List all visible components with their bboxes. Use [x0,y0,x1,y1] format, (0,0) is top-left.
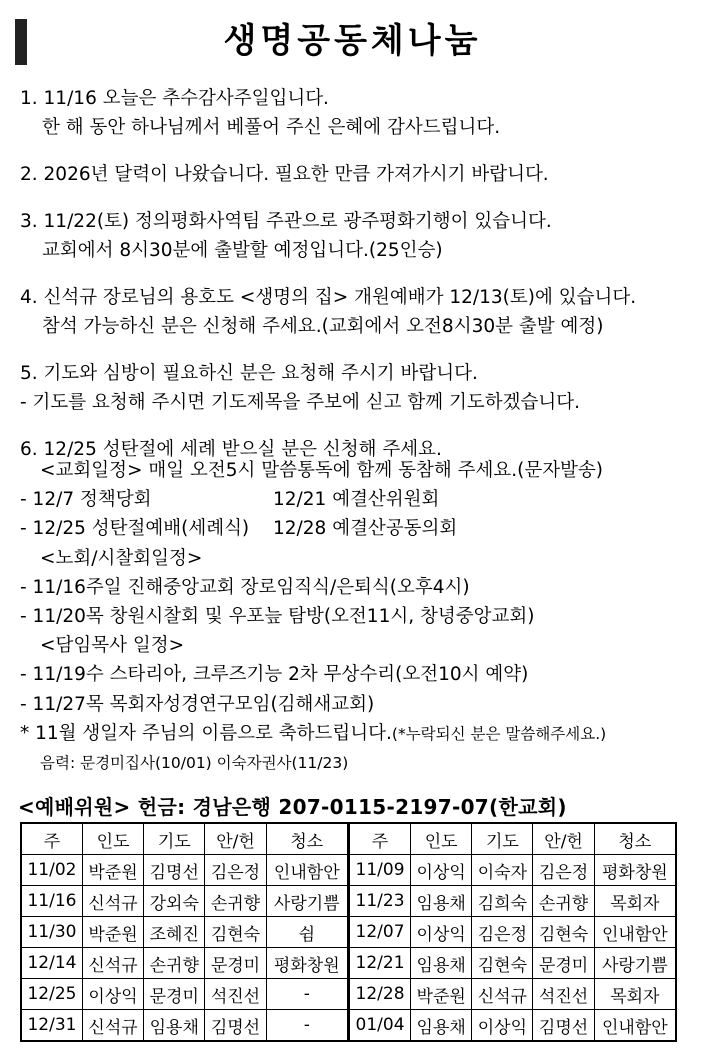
table-cell: 11/30 [21,917,82,948]
table-cell: 석진선 [205,979,266,1010]
column-header: 안/헌 [533,823,594,855]
table-cell: 김현숙 [533,917,594,948]
table-cell: 문경미 [533,948,594,979]
column-header: 인도 [411,823,472,855]
church-schedule-row [20,514,700,543]
table-cell: 12/25 [21,979,82,1010]
table-cell: 박준원 [82,917,143,948]
table-cell: 사랑기쁨 [266,886,348,917]
table-cell: 이숙자 [472,855,533,886]
announcement-4-detail: 참석 가능하신 분은 신청해 주세요.(교회에서 오전8시30분 출발 예정) [42,316,604,337]
announcement-1-detail: 한 해 동안 하나님께서 베풀어 주신 은혜에 감사드립니다. [42,117,501,138]
table-cell: 인내함안 [594,1010,676,1042]
lunar-birthdays: 음력: 문경미집사(10/01) 이숙자권사(11/23) [40,754,349,773]
table-cell: 신석규 [82,1010,143,1042]
schedule-item: - 12/25 성탄절예배(세례식) [20,518,250,540]
table-cell: 사랑기쁨 [594,948,676,979]
table-cell: - [266,1010,348,1042]
announcements [20,84,700,464]
schedule-item: - 11/16주일 진해중앙교회 장로임직식/은퇴식(오후4시) [20,576,470,598]
table-cell: 신석규 [472,979,533,1010]
table-cell: 12/31 [21,1010,82,1042]
table-cell: 인내함안 [594,917,676,948]
table-cell: 인내함안 [266,855,348,886]
schedule-item: 12/21 예결산위원회 [273,489,440,511]
table-cell: 11/23 [348,886,410,917]
table-cell: 12/21 [348,948,410,979]
schedule-item: - 11/20목 창원시찰회 및 우포늪 탐방(오전11시, 창녕중앙교회) [20,606,535,628]
table-cell: 김희숙 [472,886,533,917]
table-cell: 평화창원 [266,948,348,979]
column-header: 인도 [82,823,143,855]
table-cell: 임용채 [411,886,472,917]
announcement-3: 3. 11/22(토) 정의평화사역팀 주관으로 광주평화기행이 있습니다. [20,211,552,232]
table-row [21,948,676,979]
schedule-section [20,456,700,778]
table-cell: 문경미 [205,948,266,979]
schedule-item: - 11/27목 목회자성경연구모임(김해새교회) [20,693,375,715]
table-cell: 김은정 [472,917,533,948]
table-cell: 강외숙 [144,886,205,917]
pastor-schedule-header: <담임목사 일정> [40,635,185,657]
table-cell: 11/02 [21,855,82,886]
table-cell: 신석규 [82,886,143,917]
table-row [21,886,676,917]
birthday-note: (*누락되신 분은 말씀해주세요.) [391,724,607,743]
column-header: 기도 [144,823,205,855]
table-cell: 손귀향 [533,886,594,917]
worship-committee-heading: <예배위원> 헌금: 경남은행 207-0115-2197-07(한교회) [18,795,567,819]
table-cell: 박준원 [82,855,143,886]
church-schedule-header: <교회일정> 매일 오전5시 말씀통독에 함께 동참해 주세요.(문자발송) [40,460,604,481]
schedule-item: - 12/7 정책당회 [20,489,152,511]
table-cell: 목회자 [594,886,676,917]
table-cell: 이상익 [411,917,472,948]
table-cell: 박준원 [411,979,472,1010]
table-cell: 이상익 [472,1010,533,1042]
column-header: 기도 [472,823,533,855]
table-cell: 김현숙 [472,948,533,979]
column-header: 주 [21,823,82,855]
table-cell: 이상익 [82,979,143,1010]
table-cell: 문경미 [144,979,205,1010]
table-cell: 손귀향 [144,948,205,979]
column-header: 주 [348,823,410,855]
announcement-2: 2. 2026년 달력이 나왔습니다. 필요한 만큼 가져가시기 바랍니다. [20,164,549,185]
announcement-5-detail: - 기도를 요청해 주시면 기도제목을 주보에 싣고 함께 기도하겠습니다. [20,392,580,413]
column-header: 안/헌 [205,823,266,855]
table-cell: 손귀향 [205,886,266,917]
column-header: 청소 [266,823,348,855]
page-title: 생명공동체나눔 [223,21,482,61]
table-cell: 석진선 [533,979,594,1010]
table-cell: 김명선 [144,855,205,886]
announcement-3-detail: 교회에서 8시30분에 출발할 예정입니다.(25인승) [42,240,443,261]
table-cell: 이상익 [411,855,472,886]
table-cell: 김은정 [533,855,594,886]
presbytery-schedule-header: <노회/시찰회일정> [40,547,203,569]
worship-committee-table [20,822,677,1042]
table-cell: 김명선 [205,1010,266,1042]
table-row [21,855,676,886]
table-cell: 임용채 [144,1010,205,1042]
table-cell: - [266,979,348,1010]
table-cell: 임용채 [411,1010,472,1042]
table-cell: 평화창원 [594,855,676,886]
table-row [21,1010,676,1042]
birthday-notice [20,719,700,749]
table-cell: 김명선 [533,1010,594,1042]
table-row [21,917,676,948]
table-cell: 12/28 [348,979,410,1010]
table-cell: 김은정 [205,855,266,886]
table-cell: 임용채 [411,948,472,979]
table-cell: 12/07 [348,917,410,948]
announcement-1: 1. 11/16 오늘은 추수감사주일입니다. [20,88,329,109]
announcement-4: 4. 신석규 장로님의 용호도 <생명의 집> 개원예배가 12/13(토)에 있습니다. [20,287,637,308]
schedule-item: 12/28 예결산공동의회 [273,518,458,540]
table-row [21,979,676,1010]
table-cell: 신석규 [82,948,143,979]
table-cell: 11/16 [21,886,82,917]
table-cell: 김현숙 [205,917,266,948]
table-cell: 01/04 [348,1010,410,1042]
table-header-row [21,823,676,855]
table-cell: 12/14 [21,948,82,979]
column-header: 청소 [594,823,676,855]
announcement-6: 6. 12/25 성탄절에 세례 받으실 분은 신청해 주세요. [20,439,442,460]
table-cell: 쉼 [266,917,348,948]
table-cell: 조혜진 [144,917,205,948]
birthday-text: * 11월 생일자 주님의 이름으로 축하드립니다. [20,722,392,744]
table-cell: 11/09 [348,855,410,886]
church-schedule-row [20,485,700,514]
table-cell: 목회자 [594,979,676,1010]
schedule-item: - 11/19수 스타리아, 크루즈기능 2차 무상수리(오전10시 예약) [20,664,529,686]
announcement-5: 5. 기도와 심방이 필요하신 분은 요청해 주시기 바랍니다. [20,363,478,384]
